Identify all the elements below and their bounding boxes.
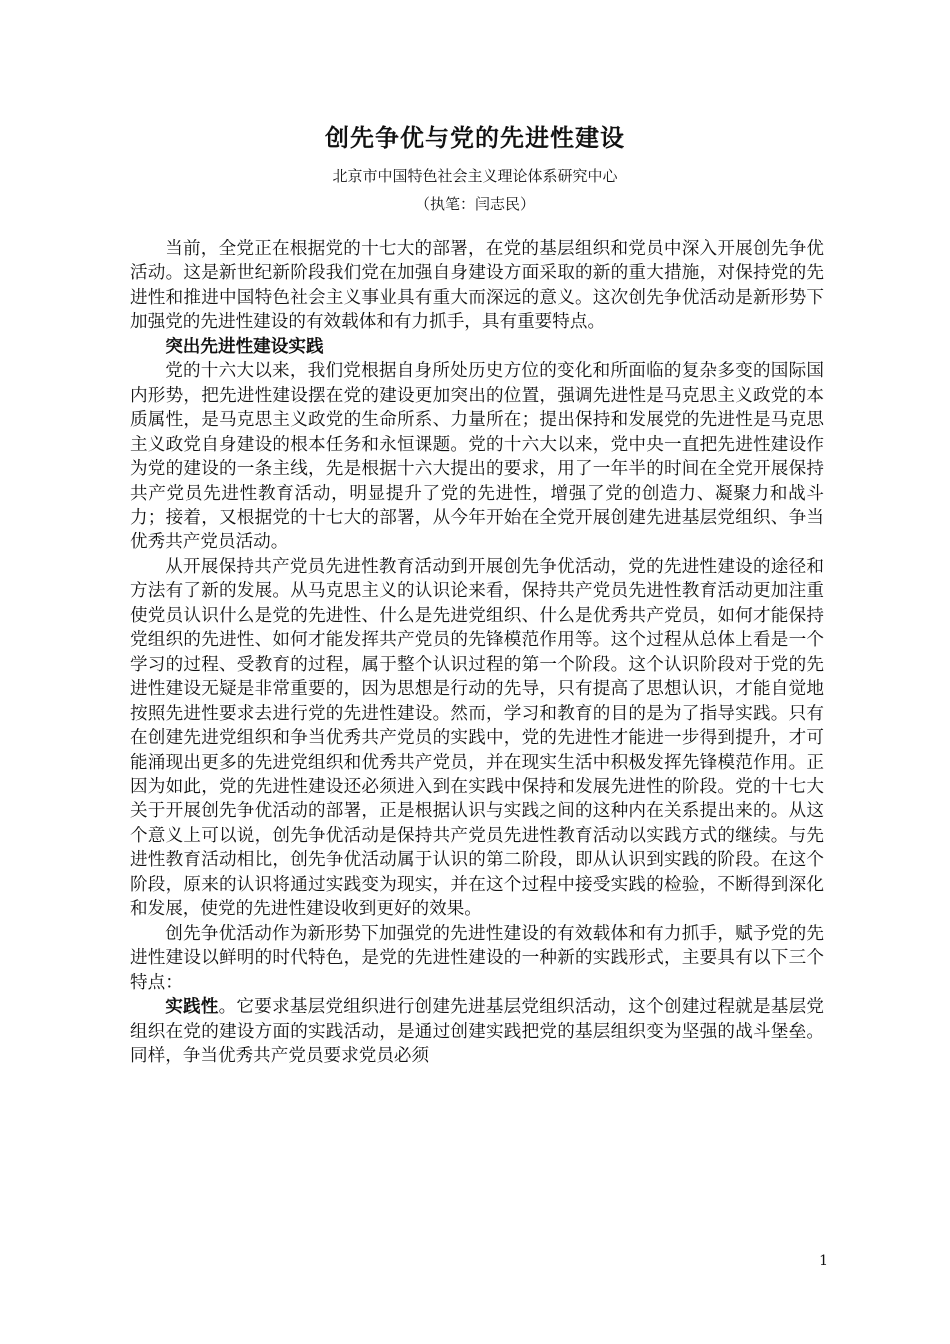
paragraph-3: 从开展保持共产党员先进性教育活动到开展创先争优活动，党的先进性建设的途径和方法有了新的发展。从马克思主义的认识论来看，保持共产党员先进性教育活动更加注重使党员认识什么是党的先进性、什么是先进党组织、什么是优秀共产党员，如何才能保持党组织的先进性、如何才能发挥共产党员的先锋模范作用等。这个过程从总体上看是一个学习的过程、受教育的过程，属于整个认识过程的第一个阶段。这个认识阶段对于党的先进性建设无疑是非常重要的，因为思想是行动的先导，只有提高了思想认识，才能自觉地按照先进性要求去进行党的先进性建设。然而，学习和教育的目的是为了指导实践。只有在创建先进党组织和争当优秀共产党员的实践中，党的先进性才能进一步得到提升，才可能涌现出更多的先进党组织和优秀共产党员，并在现实生活中积极发挥先锋模范作用。正因为如此，党的先进性建设还必须进入到在实践中保持和发展先进性的阶段。党的十七大关于开展创先争优活动的部署，正是根据认识与实践之间的这种内在关系提出来的。从这个意义上可以说，创先争优活动是保持共产党员先进性教育活动以实践方式的继续。与先进性教育活动相比，创先争优活动属于认识的第二阶段，即从认识到实践的阶段。在这个阶段，原来的认识将通过实践变为现实，并在这个过程中接受实践的检验，不断得到深化和发展，使党的先进性建设收到更好的效果。: [130, 556, 824, 920]
page-number: 1: [819, 1253, 828, 1269]
author-line: （执笔：闫志民）: [414, 195, 535, 213]
document-title: 创先争优与党的先进性建设: [325, 123, 625, 152]
section-heading: 突出先进性建设实践: [165, 335, 324, 357]
paragraph-5-lead: 实践性: [165, 996, 219, 1018]
paragraph-5-text: 。它要求基层党组织进行创建先进基层党组织活动，这个创建过程就是基层党组织在党的建设方面的实践活动，是通过创建实践把党的基层组织变为坚强的战斗堡垒。同样，争当优秀共产党员要求党员必须: [130, 997, 824, 1066]
article-body: [130, 237, 824, 1068]
paragraph-intro: 当前，全党正在根据党的十七大的部署，在党的基层组织和党员中深入开展创先争优活动。这是新世纪新阶段我们党在加强自身建设方面采取的新的重大措施，对保持党的先进性和推进中国特色社会主义事业具有重大而深远的意义。这次创先争优活动是新形势下加强党的先进性建设的有效载体和有力抓手，具有重要特点。: [130, 239, 824, 333]
paragraph-4: 创先争优活动作为新形势下加强党的先进性建设的有效载体和有力抓手，赋予党的先进性建设以鲜明的时代特色，是党的先进性建设的一种新的实践形式，主要具有以下三个特点：: [130, 923, 824, 993]
paragraph-5: [130, 995, 824, 1068]
organization-line: 北京市中国特色社会主义理论体系研究中心: [332, 167, 618, 185]
paragraph-2: 党的十六大以来，我们党根据自身所处历史方位的变化和所面临的复杂多变的国际国内形势，把先进性建设摆在党的建设更加突出的位置，强调先进性是马克思主义政党的本质属性，是马克思主义政党的生命所系、力量所在；提出保持和发展党的先进性是马克思主义政党自身建设的根本任务和永恒课题。党的十六大以来，党中央一直把先进性建设作为党的建设的一条主线，先是根据十六大提出的要求，用了一年半的时间在全党开展保持共产党员先进性教育活动，明显提升了党的先进性，增强了党的创造力、凝聚力和战斗力；接着，又根据党的十七大的部署，从今年开始在全党开展创建先进基层党组织、争当优秀共产党员活动。: [130, 361, 824, 553]
